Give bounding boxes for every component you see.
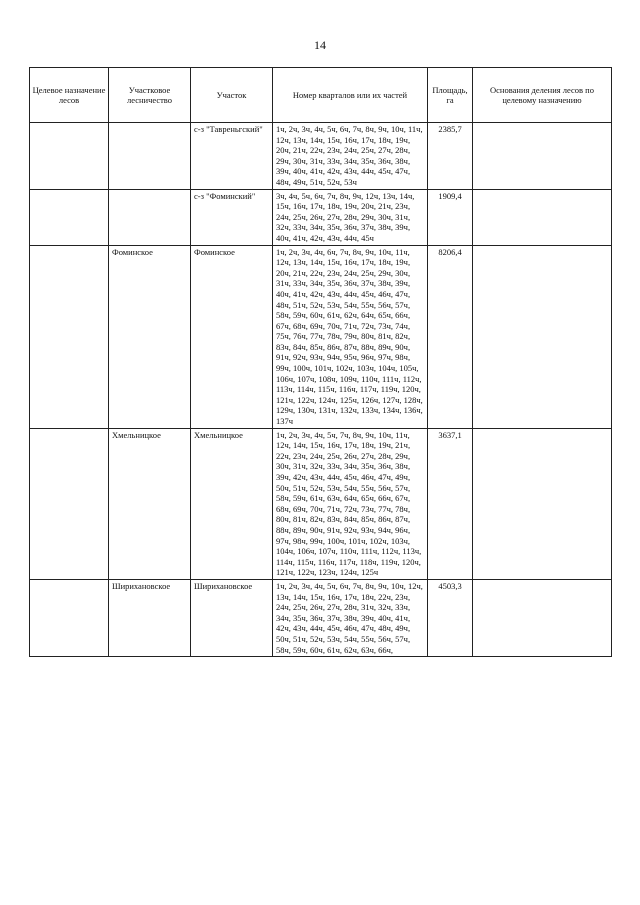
cell-forestry: Хмельницкое: [109, 428, 191, 579]
header-quarters: Номер кварталов или их частей: [273, 68, 428, 123]
cell-purpose: [30, 123, 109, 190]
cell-area: 1909,4: [428, 189, 473, 245]
header-basis: Основания деления лесов по целевому назначению: [473, 68, 612, 123]
cell-forestry: Фоминское: [109, 245, 191, 428]
table-row: [30, 189, 612, 245]
table-row: [30, 428, 612, 579]
cell-plot: с-з "Тавреньгский": [191, 123, 273, 190]
cell-basis: [473, 189, 612, 245]
cell-area: 4503,3: [428, 579, 473, 656]
table-row: [30, 579, 612, 656]
cell-area: 2385,7: [428, 123, 473, 190]
header-forestry: Участковое лесничество: [109, 68, 191, 123]
cell-basis: [473, 245, 612, 428]
cell-quarters: 1ч, 2ч, 3ч, 4ч, 6ч, 7ч, 8ч, 9ч, 10ч, 11ч, 12ч, 13ч, 14ч, 15ч, 16ч, 17ч, 18ч, 19ч, 20ч, 21ч, 22ч, 23ч, 24ч, 25ч, 29ч, 30ч, 31ч, 33ч, 34ч, 35ч, 36ч, 37ч, 38ч, 39ч, 40ч, 41ч, 42ч, 43ч, 44ч, 45ч, 46ч, 47ч, 48ч, 51ч, 52ч, 53ч, 54ч, 55ч, 56ч, 57ч, 58ч, 59ч, 60ч, 61ч, 62ч, 64ч, 65ч, 66ч, 67ч, 68ч, 69ч, 70ч, 71ч, 72ч, 73ч, 74ч, 75ч, 76ч, 77ч, 78ч, 79ч, 80ч, 81ч, 82ч, 83ч, 84ч, 85ч, 86ч, 87ч, 88ч, 89ч, 90ч, 91ч, 92ч, 93ч, 94ч, 95ч, 96ч, 97ч, 98ч, 99ч, 100ч, 101ч, 102ч, 103ч, 104ч, 105ч, 106ч, 107ч, 108ч, 109ч, 110ч, 111ч, 112ч, 113ч, 114ч, 115ч, 116ч, 117ч, 119ч, 120ч, 121ч, 122ч, 124ч, 125ч, 126ч, 127ч, 128ч, 129ч, 130ч, 131ч, 132ч, 133ч, 134ч, 136ч, 137ч: [273, 245, 428, 428]
header-plot: Участок: [191, 68, 273, 123]
cell-plot: Хмельницкое: [191, 428, 273, 579]
cell-basis: [473, 428, 612, 579]
table-header-row: [30, 68, 612, 123]
cell-quarters: 3ч, 4ч, 5ч, 6ч, 7ч, 8ч, 9ч, 12ч, 13ч, 14ч, 15ч, 16ч, 17ч, 18ч, 19ч, 20ч, 21ч, 23ч, 24ч, 25ч, 26ч, 27ч, 28ч, 29ч, 30ч, 31ч, 32ч, 33ч, 34ч, 35ч, 36ч, 37ч, 38ч, 39ч, 40ч, 41ч, 42ч, 43ч, 44ч, 45ч: [273, 189, 428, 245]
table-row: [30, 245, 612, 428]
forest-purpose-table: [29, 67, 612, 657]
table-row: [30, 123, 612, 190]
cell-quarters: 1ч, 2ч, 3ч, 4ч, 5ч, 6ч, 7ч, 8ч, 9ч, 10ч, 11ч, 12ч, 13ч, 14ч, 15ч, 16ч, 17ч, 18ч, 19ч, 20ч, 21ч, 22ч, 23ч, 24ч, 25ч, 27ч, 28ч, 29ч, 30ч, 31ч, 33ч, 34ч, 35ч, 36ч, 38ч, 39ч, 40ч, 41ч, 42ч, 43ч, 44ч, 45ч, 47ч, 48ч, 49ч, 51ч, 52ч, 53ч: [273, 123, 428, 190]
cell-forestry: [109, 189, 191, 245]
cell-basis: [473, 123, 612, 190]
header-purpose: Целевое назначение лесов: [30, 68, 109, 123]
cell-plot: Фоминское: [191, 245, 273, 428]
header-area: Площадь, га: [428, 68, 473, 123]
cell-basis: [473, 579, 612, 656]
cell-quarters: 1ч, 2ч, 3ч, 4ч, 5ч, 7ч, 8ч, 9ч, 10ч, 11ч, 12ч, 14ч, 15ч, 16ч, 17ч, 18ч, 19ч, 21ч, 22ч, 23ч, 24ч, 25ч, 26ч, 27ч, 28ч, 29ч, 30ч, 31ч, 32ч, 33ч, 34ч, 35ч, 36ч, 38ч, 39ч, 42ч, 43ч, 44ч, 45ч, 46ч, 47ч, 49ч, 50ч, 51ч, 52ч, 53ч, 54ч, 55ч, 56ч, 57ч, 58ч, 59ч, 61ч, 63ч, 64ч, 65ч, 66ч, 67ч, 68ч, 69ч, 70ч, 71ч, 72ч, 73ч, 77ч, 78ч, 80ч, 81ч, 82ч, 83ч, 84ч, 85ч, 86ч, 87ч, 88ч, 89ч, 90ч, 91ч, 92ч, 93ч, 94ч, 96ч, 97ч, 98ч, 99ч, 100ч, 101ч, 102ч, 103ч, 104ч, 106ч, 107ч, 110ч, 111ч, 112ч, 113ч, 114ч, 115ч, 116ч, 117ч, 118ч, 119ч, 120ч, 121ч, 122ч, 123ч, 124ч, 125ч: [273, 428, 428, 579]
cell-purpose: [30, 189, 109, 245]
cell-plot: с-з "Фоминский": [191, 189, 273, 245]
cell-forestry: [109, 123, 191, 190]
cell-area: 3637,1: [428, 428, 473, 579]
cell-plot: Шириханoвское: [191, 579, 273, 656]
cell-quarters: 1ч, 2ч, 3ч, 4ч, 5ч, 6ч, 7ч, 8ч, 9ч, 10ч, 12ч, 13ч, 14ч, 15ч, 16ч, 17ч, 18ч, 22ч, 23ч, 24ч, 25ч, 26ч, 27ч, 28ч, 31ч, 32ч, 33ч, 34ч, 35ч, 36ч, 37ч, 38ч, 39ч, 40ч, 41ч, 42ч, 43ч, 44ч, 45ч, 46ч, 47ч, 48ч, 49ч, 50ч, 51ч, 52ч, 53ч, 54ч, 55ч, 56ч, 57ч, 58ч, 59ч, 60ч, 61ч, 62ч, 63ч, 66ч,: [273, 579, 428, 656]
cell-purpose: [30, 428, 109, 579]
cell-purpose: [30, 245, 109, 428]
page-number: 14: [314, 38, 326, 52]
cell-purpose: [30, 579, 109, 656]
cell-forestry: Шириханoвское: [109, 579, 191, 656]
cell-area: 8206,4: [428, 245, 473, 428]
